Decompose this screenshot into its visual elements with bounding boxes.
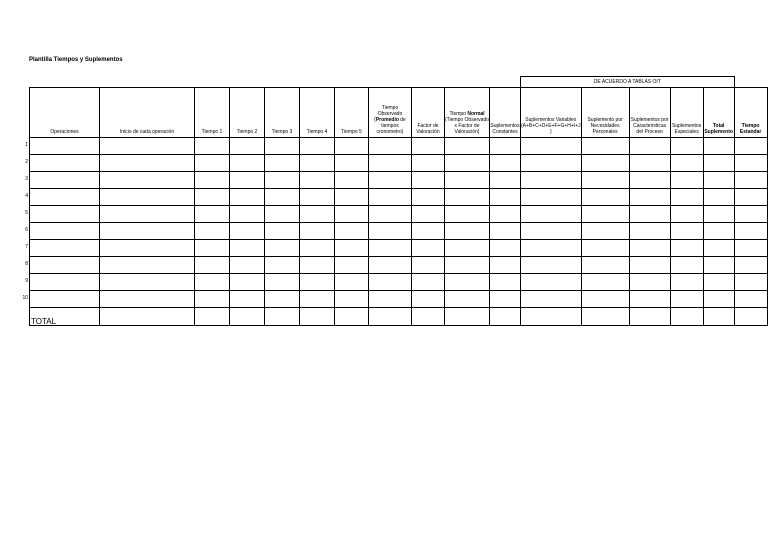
table-cell[interactable] (581, 274, 629, 291)
table-cell[interactable] (265, 172, 300, 189)
total-cell[interactable] (581, 308, 629, 326)
table-cell[interactable] (30, 240, 100, 257)
total-cell[interactable] (412, 308, 445, 326)
table-cell[interactable] (521, 206, 582, 223)
total-cell[interactable] (265, 308, 300, 326)
row-number: 8 (25, 261, 28, 267)
table-cell[interactable] (734, 172, 767, 189)
table-cell[interactable] (300, 138, 335, 155)
column-header-row (30, 88, 768, 138)
table-row (30, 257, 768, 274)
table-cell[interactable] (369, 257, 412, 274)
table-cell[interactable] (521, 257, 582, 274)
table-cell[interactable] (629, 223, 670, 240)
table-cell[interactable] (412, 223, 445, 240)
table-cell[interactable] (100, 274, 195, 291)
table-cell[interactable] (490, 155, 521, 172)
table-cell[interactable] (734, 274, 767, 291)
table-cell[interactable] (100, 172, 195, 189)
table-cell[interactable] (369, 138, 412, 155)
table-cell[interactable] (581, 155, 629, 172)
table-cell[interactable] (670, 291, 703, 308)
total-cell[interactable] (734, 308, 767, 326)
table-cell[interactable] (521, 189, 582, 206)
total-cell[interactable] (670, 308, 703, 326)
table-cell[interactable] (265, 138, 300, 155)
table-cell[interactable] (195, 155, 230, 172)
table-cell[interactable] (734, 189, 767, 206)
table-cell[interactable] (369, 240, 412, 257)
table-cell[interactable] (30, 172, 100, 189)
total-cell[interactable] (335, 308, 369, 326)
table-cell[interactable] (670, 240, 703, 257)
table-cell[interactable] (703, 291, 734, 308)
table-cell[interactable] (490, 206, 521, 223)
table-cell[interactable] (195, 189, 230, 206)
table-cell[interactable] (300, 223, 335, 240)
table-cell[interactable] (629, 155, 670, 172)
table-cell[interactable] (629, 240, 670, 257)
table-cell[interactable] (100, 189, 195, 206)
table-row (30, 206, 768, 223)
table-cell[interactable] (335, 223, 369, 240)
table-cell[interactable] (265, 240, 300, 257)
table-cell[interactable] (100, 240, 195, 257)
table-cell[interactable] (703, 257, 734, 274)
table-cell[interactable] (230, 189, 265, 206)
table-cell[interactable] (369, 189, 412, 206)
table-cell[interactable] (230, 257, 265, 274)
table-cell[interactable] (629, 257, 670, 274)
table-cell[interactable] (521, 291, 582, 308)
table-cell[interactable] (369, 206, 412, 223)
table-cell[interactable] (412, 206, 445, 223)
table-cell[interactable] (490, 274, 521, 291)
table-cell[interactable] (335, 257, 369, 274)
table-cell[interactable] (490, 172, 521, 189)
table-cell[interactable] (369, 274, 412, 291)
total-cell[interactable] (490, 308, 521, 326)
table-cell[interactable] (445, 257, 490, 274)
table-row (30, 274, 768, 291)
table-cell[interactable] (629, 189, 670, 206)
table-cell[interactable] (445, 155, 490, 172)
table-cell[interactable] (412, 189, 445, 206)
col-suplemento-necesidades: Suplemento por Necesidades Personales (581, 88, 629, 138)
table-cell[interactable] (300, 240, 335, 257)
table-cell[interactable] (670, 189, 703, 206)
table-cell[interactable] (445, 240, 490, 257)
col-tiempo-estandar: Tiempo Estandar (734, 88, 767, 138)
table-row (30, 172, 768, 189)
table-cell[interactable] (670, 155, 703, 172)
col-suplementos-variables: Suplementos Variables (A+B+C+D+E+F+G+H+I+J ) (521, 88, 582, 138)
table-cell[interactable] (195, 291, 230, 308)
table-cell[interactable] (195, 223, 230, 240)
col-tiempo-3: Tiempo 3 (265, 88, 300, 138)
table-cell[interactable] (490, 240, 521, 257)
table-cell[interactable] (412, 257, 445, 274)
table-cell[interactable] (369, 172, 412, 189)
total-cell[interactable] (703, 308, 734, 326)
col-total-suplemento: Total Suplemento (703, 88, 734, 138)
row-number: 10 (22, 295, 28, 301)
table-cell[interactable] (30, 189, 100, 206)
table-cell[interactable] (230, 206, 265, 223)
table-cell[interactable] (734, 240, 767, 257)
table-cell[interactable] (521, 172, 582, 189)
times-table (29, 76, 768, 326)
row-number: 1 (25, 142, 28, 148)
table-cell[interactable] (703, 138, 734, 155)
row-number: 9 (25, 278, 28, 284)
table-cell[interactable] (734, 206, 767, 223)
table-cell[interactable] (230, 155, 265, 172)
table-row (30, 189, 768, 206)
table-row (30, 155, 768, 172)
table-cell[interactable] (265, 223, 300, 240)
table-cell[interactable] (490, 138, 521, 155)
table-cell[interactable] (195, 206, 230, 223)
table-cell[interactable] (445, 138, 490, 155)
table-cell[interactable] (490, 291, 521, 308)
table-cell[interactable] (195, 138, 230, 155)
total-cell[interactable] (521, 308, 582, 326)
col-suplementos-especiales: Suplementos Especiales (670, 88, 703, 138)
table-cell[interactable] (445, 223, 490, 240)
table-cell[interactable] (670, 172, 703, 189)
table-cell[interactable] (30, 155, 100, 172)
table-cell[interactable] (265, 291, 300, 308)
row-number: 2 (25, 159, 28, 165)
row-number: 6 (25, 227, 28, 233)
table-cell[interactable] (629, 172, 670, 189)
total-cell[interactable] (369, 308, 412, 326)
total-row (30, 308, 768, 326)
table-cell[interactable] (100, 257, 195, 274)
table-cell[interactable] (521, 155, 582, 172)
total-cell[interactable] (445, 308, 490, 326)
table-cell[interactable] (734, 291, 767, 308)
table-cell[interactable] (445, 189, 490, 206)
table-cell[interactable] (300, 257, 335, 274)
table-cell[interactable] (230, 291, 265, 308)
col-tiempo-5: Tiempo 5 (335, 88, 369, 138)
table-cell[interactable] (100, 138, 195, 155)
table-cell[interactable] (100, 155, 195, 172)
table-cell[interactable] (265, 274, 300, 291)
table-cell[interactable] (703, 223, 734, 240)
table-cell[interactable] (581, 291, 629, 308)
table-cell[interactable] (670, 206, 703, 223)
table-row (30, 240, 768, 257)
table-cell[interactable] (300, 206, 335, 223)
table-cell[interactable] (335, 291, 369, 308)
table-cell[interactable] (335, 206, 369, 223)
row-number: 4 (25, 193, 28, 199)
table-row (30, 223, 768, 240)
table-cell[interactable] (30, 257, 100, 274)
total-label: TOTAL (30, 308, 100, 326)
table-cell[interactable] (581, 240, 629, 257)
table-cell[interactable] (521, 274, 582, 291)
table-cell[interactable] (703, 274, 734, 291)
table-cell[interactable] (265, 206, 300, 223)
table-cell[interactable] (445, 274, 490, 291)
total-cell[interactable] (100, 308, 195, 326)
table-cell[interactable] (195, 172, 230, 189)
table-cell[interactable] (195, 240, 230, 257)
table-cell[interactable] (300, 291, 335, 308)
table-cell[interactable] (670, 223, 703, 240)
table-cell[interactable] (30, 223, 100, 240)
table-cell[interactable] (445, 291, 490, 308)
table-cell[interactable] (490, 223, 521, 240)
table-cell[interactable] (629, 206, 670, 223)
table-cell[interactable] (300, 189, 335, 206)
row-number: 3 (25, 176, 28, 182)
table-cell[interactable] (703, 189, 734, 206)
table-cell[interactable] (300, 172, 335, 189)
table-cell[interactable] (335, 274, 369, 291)
table-cell[interactable] (335, 155, 369, 172)
col-inicio: Inicio de cada operación (100, 88, 195, 138)
table-cell[interactable] (335, 240, 369, 257)
table-cell[interactable] (230, 138, 265, 155)
table-cell[interactable] (100, 206, 195, 223)
table-cell[interactable] (670, 257, 703, 274)
table-cell[interactable] (369, 155, 412, 172)
col-tiempo-observado: Tiempo Observado (Promedio de tiempos cronometro) (369, 88, 412, 138)
table-cell[interactable] (521, 240, 582, 257)
table-cell[interactable] (734, 138, 767, 155)
total-cell[interactable] (230, 308, 265, 326)
col-operaciones: Operaciones (30, 88, 100, 138)
table-cell[interactable] (30, 206, 100, 223)
row-number: 5 (25, 210, 28, 216)
table-cell[interactable] (670, 138, 703, 155)
table-cell[interactable] (581, 172, 629, 189)
table-cell[interactable] (230, 240, 265, 257)
table-cell[interactable] (734, 257, 767, 274)
table-cell[interactable] (300, 274, 335, 291)
table-cell[interactable] (629, 291, 670, 308)
col-suplementos-constantes: Suplementos Constantes (490, 88, 521, 138)
table-cell[interactable] (629, 138, 670, 155)
table-cell[interactable] (581, 189, 629, 206)
table-cell[interactable] (335, 172, 369, 189)
table-cell[interactable] (581, 206, 629, 223)
table-cell[interactable] (30, 274, 100, 291)
table-cell[interactable] (581, 257, 629, 274)
col-suplementos-caracteristicas: Suplementos por Caracteristicas del Proceso (629, 88, 670, 138)
table-cell[interactable] (490, 189, 521, 206)
table-cell[interactable] (703, 172, 734, 189)
table-cell[interactable] (412, 155, 445, 172)
table-cell[interactable] (581, 223, 629, 240)
table-row (30, 291, 768, 308)
group-header-row (30, 77, 768, 88)
table-cell[interactable] (195, 257, 230, 274)
total-cell[interactable] (195, 308, 230, 326)
table-cell[interactable] (412, 138, 445, 155)
table-cell[interactable] (30, 138, 100, 155)
table-cell[interactable] (369, 223, 412, 240)
table-cell[interactable] (670, 274, 703, 291)
table-cell[interactable] (490, 257, 521, 274)
table-cell[interactable] (703, 206, 734, 223)
table-cell[interactable] (703, 155, 734, 172)
col-tiempo-normal: Tiempo Normal (Tiempo Observado x Factor de Valoración) (445, 88, 490, 138)
col-tiempo-1: Tiempo 1 (195, 88, 230, 138)
col-tiempo-4: Tiempo 4 (300, 88, 335, 138)
table-cell[interactable] (300, 155, 335, 172)
sheet-title: Plantilla Tiempos y Suplementos (29, 57, 123, 63)
table-cell[interactable] (100, 223, 195, 240)
table-cell[interactable] (629, 274, 670, 291)
table-cell[interactable] (335, 138, 369, 155)
total-cell[interactable] (300, 308, 335, 326)
table-cell[interactable] (445, 172, 490, 189)
table-cell[interactable] (265, 155, 300, 172)
table-cell[interactable] (703, 240, 734, 257)
row-number: 7 (25, 244, 28, 250)
table-cell[interactable] (734, 155, 767, 172)
oit-group-header: DE ACUERDO A TABLAS OIT (521, 77, 735, 88)
table-cell[interactable] (230, 223, 265, 240)
table-cell[interactable] (412, 172, 445, 189)
col-tiempo-2: Tiempo 2 (230, 88, 265, 138)
table-cell[interactable] (412, 240, 445, 257)
table-cell[interactable] (734, 223, 767, 240)
table-cell[interactable] (521, 138, 582, 155)
table-cell[interactable] (265, 189, 300, 206)
table-cell[interactable] (445, 206, 490, 223)
table-cell[interactable] (335, 189, 369, 206)
table-cell[interactable] (30, 291, 100, 308)
table-cell[interactable] (230, 274, 265, 291)
table-cell[interactable] (230, 172, 265, 189)
table-cell[interactable] (581, 138, 629, 155)
table-cell[interactable] (521, 223, 582, 240)
table-cell[interactable] (369, 291, 412, 308)
col-factor-valoracion: Factor de Valoración (412, 88, 445, 138)
table-cell[interactable] (412, 274, 445, 291)
table-row (30, 138, 768, 155)
table-cell[interactable] (412, 291, 445, 308)
total-cell[interactable] (629, 308, 670, 326)
table-cell[interactable] (195, 274, 230, 291)
table-cell[interactable] (100, 291, 195, 308)
table-cell[interactable] (265, 257, 300, 274)
